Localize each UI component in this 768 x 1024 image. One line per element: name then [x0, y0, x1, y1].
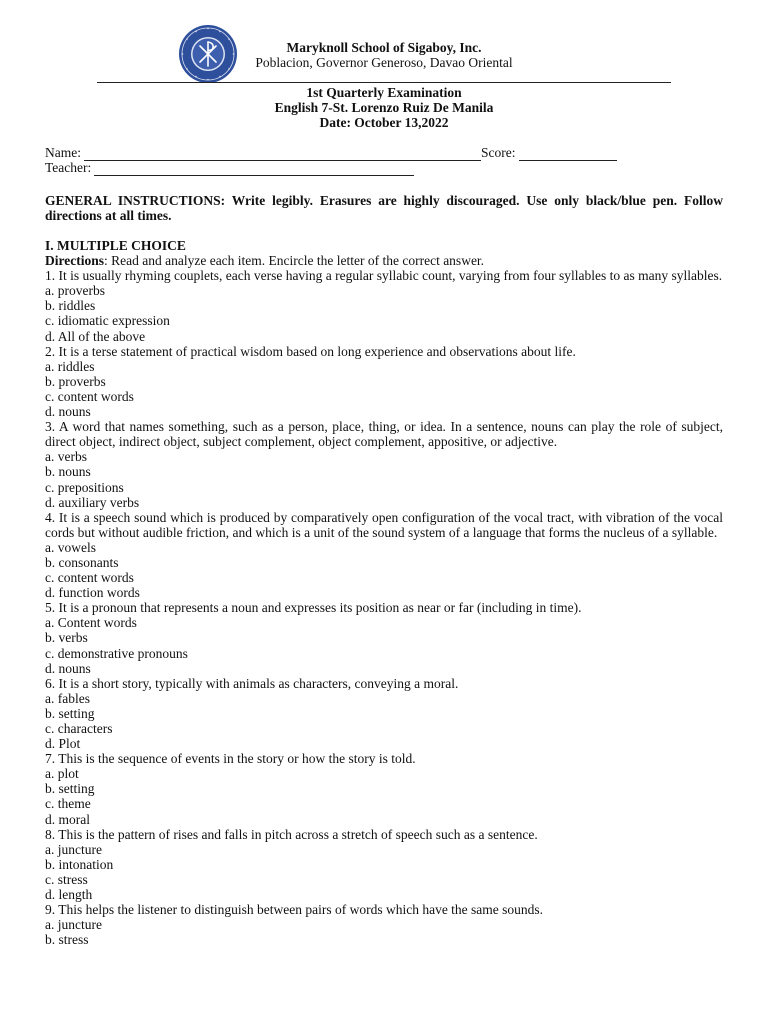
- question-item: [45, 419, 723, 510]
- question-item: [45, 902, 723, 947]
- answer-choice[interactable]: c. stress: [45, 871, 88, 887]
- question-item: [45, 827, 723, 902]
- question-text: 5. It is a pronoun that represents a noun and expresses its position as near or far (including in time).: [45, 600, 582, 616]
- question-text: 2. It is a terse statement of practical wisdom based on long experience and observations about life.: [45, 343, 576, 359]
- question-text: 9. This helps the listener to distinguish between pairs of words which have the same sounds.: [45, 902, 544, 918]
- answer-choice[interactable]: d. function words: [45, 585, 140, 601]
- answer-choice[interactable]: a. verbs: [45, 449, 87, 465]
- exam-title: 1st Quarterly Examination: [306, 85, 462, 100]
- answer-choice[interactable]: c. content words: [45, 388, 134, 404]
- exam-subject: English 7-St. Lorenzo Ruiz De Manila: [274, 100, 494, 115]
- answer-choice[interactable]: a. fables: [45, 690, 90, 706]
- question-item: [45, 344, 723, 419]
- question-item: [45, 751, 723, 826]
- score-label: Score:: [481, 145, 516, 160]
- school-address: Poblacion, Governor Generoso, Davao Oriental: [255, 55, 513, 70]
- answer-choice[interactable]: b. proverbs: [45, 373, 106, 389]
- answer-choice[interactable]: b. consonants: [45, 554, 119, 570]
- teacher-row: [45, 160, 414, 176]
- question-text: 6. It is a short story, typically with animals as characters, conveying a moral.: [45, 675, 459, 691]
- answer-choice[interactable]: a. vowels: [45, 539, 96, 555]
- answer-choice[interactable]: d. auxiliary verbs: [45, 494, 140, 510]
- question-text: 8. This is the pattern of rises and falls in pitch across a stretch of speech such as a sentence.: [45, 826, 538, 842]
- question-item: [45, 600, 723, 675]
- answer-choice[interactable]: c. demonstrative pronouns: [45, 645, 188, 661]
- general-instructions: GENERAL INSTRUCTIONS: Write legibly. Erasures are highly discouraged. Use only black/blue pen. Follow directions at all times.: [45, 193, 723, 223]
- answer-choice[interactable]: a. Content words: [45, 615, 137, 631]
- answer-choice[interactable]: d. nouns: [45, 404, 91, 420]
- answer-choice[interactable]: a. juncture: [45, 917, 102, 933]
- answer-choice[interactable]: b. nouns: [45, 464, 91, 480]
- answer-choice[interactable]: d. Plot: [45, 736, 81, 752]
- question-item: [45, 676, 723, 751]
- answer-choice[interactable]: b. setting: [45, 705, 95, 721]
- name-label: Name:: [45, 145, 81, 160]
- score-field[interactable]: [519, 148, 617, 161]
- question-text: 1. It is usually rhyming couplets, each verse having a regular syllabic count, varying from four syllables to as many syllables.: [45, 268, 723, 284]
- answer-choice[interactable]: c. characters: [45, 721, 113, 736]
- answer-choice[interactable]: b. intonation: [45, 856, 114, 872]
- school-name: Maryknoll School of Sigaboy, Inc.: [286, 40, 482, 55]
- answer-choice[interactable]: a. proverbs: [45, 283, 105, 299]
- answer-choice[interactable]: b. riddles: [45, 298, 96, 314]
- answer-choice[interactable]: c. idiomatic expression: [45, 313, 170, 329]
- header-divider: [97, 82, 671, 83]
- question-text: 4. It is a speech sound which is produced by comparatively open configuration of the vocal tract, with vibration of the vocal cords but without audible friction, and which is a unit of the sound system of a language that forms the nucleus of a syllable.: [45, 509, 723, 540]
- teacher-field[interactable]: [94, 163, 414, 176]
- answer-choice[interactable]: c. content words: [45, 570, 134, 586]
- question-item: [45, 268, 723, 343]
- question-item: [45, 510, 723, 601]
- answer-choice[interactable]: a. plot: [45, 766, 79, 782]
- answer-choice[interactable]: b. setting: [45, 781, 95, 797]
- multiple-choice-section: [45, 238, 723, 947]
- directions-label: Directions: [45, 253, 104, 269]
- question-text: 7. This is the sequence of events in the story or how the story is told.: [45, 751, 416, 767]
- section-title: I. MULTIPLE CHOICE: [45, 238, 186, 253]
- name-score-row: [45, 145, 617, 161]
- answer-choice[interactable]: d. All of the above: [45, 328, 146, 344]
- answer-choice[interactable]: a. juncture: [45, 841, 102, 857]
- directions-text: : Read and analyze each item. Encircle the letter of the correct answer.: [104, 253, 485, 269]
- answer-choice[interactable]: b. verbs: [45, 630, 88, 646]
- answer-choice[interactable]: d. nouns: [45, 660, 91, 676]
- answer-choice[interactable]: a. riddles: [45, 358, 95, 374]
- question-text: 3. A word that names something, such as a person, place, thing, or idea. In a sentence, nouns can play the role of subject, direct object, indirect object, subject complement, object complement, appositive, or adjective.: [45, 419, 723, 450]
- answer-choice[interactable]: c. theme: [45, 796, 91, 812]
- exam-date: Date: October 13,2022: [319, 115, 449, 130]
- question-list: [45, 268, 723, 947]
- teacher-label: Teacher:: [45, 160, 92, 175]
- answer-choice[interactable]: c. prepositions: [45, 479, 124, 495]
- answer-choice[interactable]: d. moral: [45, 811, 90, 827]
- directions: [45, 253, 723, 268]
- answer-choice[interactable]: b. stress: [45, 932, 89, 948]
- answer-choice[interactable]: d. length: [45, 887, 93, 903]
